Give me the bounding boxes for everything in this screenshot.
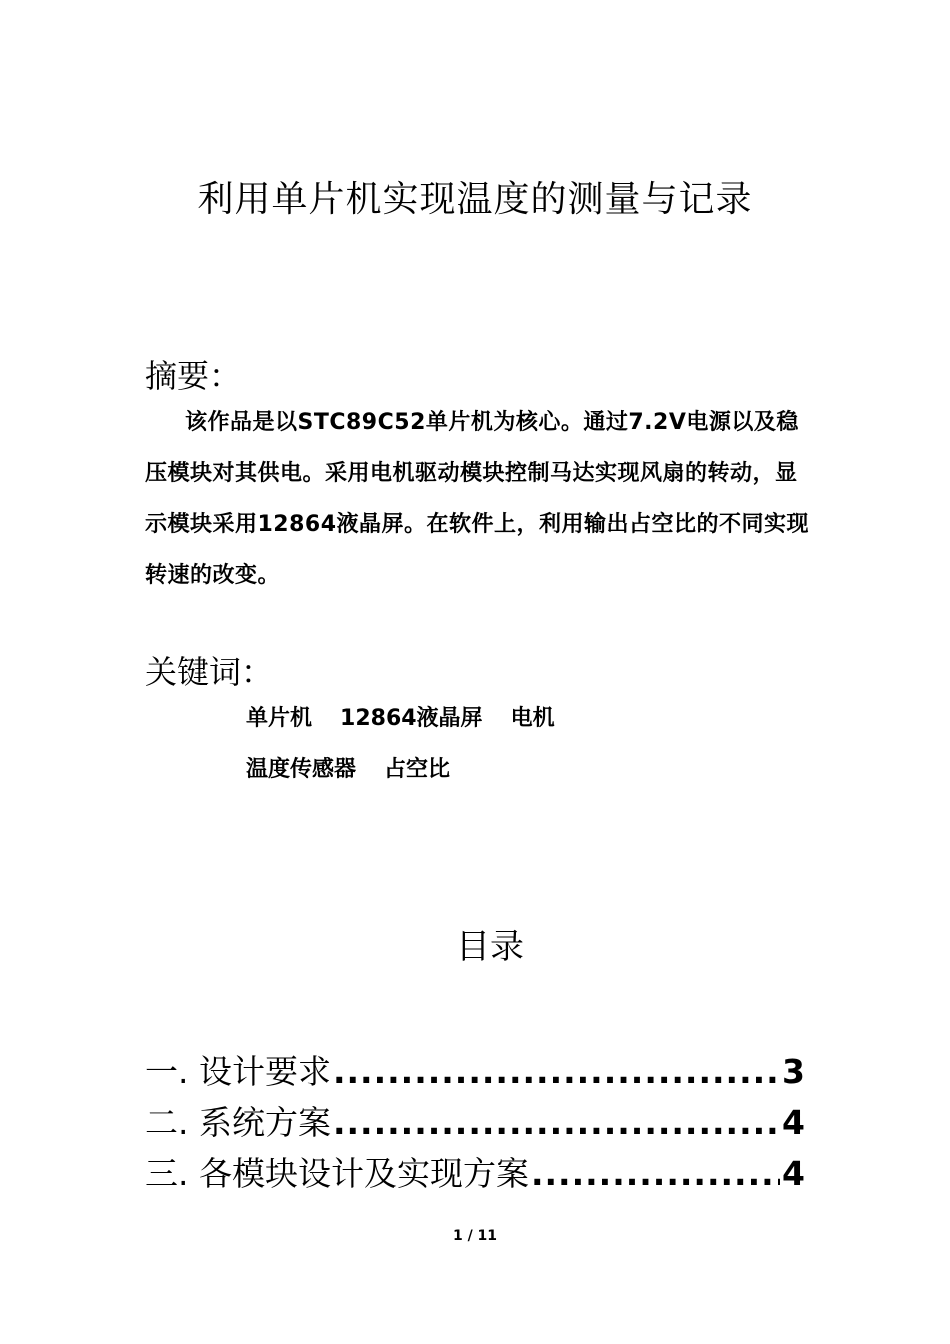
keyword: 12864液晶屏 [340,706,483,731]
keyword: 占空比 [384,757,451,782]
toc-entry-page: 4 [782,1103,805,1142]
keyword: 电机 [510,706,555,731]
keyword: 单片机 [246,706,313,731]
toc-leader-dots [333,1046,780,1097]
toc-entry-system-plan[interactable] [145,1097,805,1148]
abstract-heading: 摘要： [145,357,242,395]
toc-leader-dots [333,1097,780,1148]
abstract-text: 该作品是以STC89C52单片机为核心。通过7.2V电源以及稳压模块对其供电。采用电机驱动模块控制马达实现风扇的转动，显示模块采用12864液晶屏。在软件上，利用输出占空比的不同实现转速的改变。 [145,410,810,588]
toc-leader-dots [531,1148,780,1199]
keywords-line-2 [246,754,450,786]
toc-entry-label: 二. 系统方案 [145,1103,331,1142]
toc-entry-page: 3 [782,1052,805,1091]
toc-heading: 目录 [456,927,524,967]
table-of-contents [145,1046,805,1199]
keywords-line-1 [246,703,555,735]
toc-entry-page: 4 [782,1154,805,1193]
toc-entry-module-design[interactable] [145,1148,805,1199]
keywords-heading: 关键词： [145,653,274,691]
page-indicator: 1 / 11 [452,1228,498,1244]
keyword: 温度传感器 [246,757,357,782]
toc-entry-label: 一. 设计要求 [145,1052,331,1091]
toc-entry-design-requirements[interactable] [145,1046,805,1097]
document-title: 利用单片机实现温度的测量与记录 [197,179,753,220]
toc-entry-label: 三. 各模块设计及实现方案 [145,1154,529,1193]
